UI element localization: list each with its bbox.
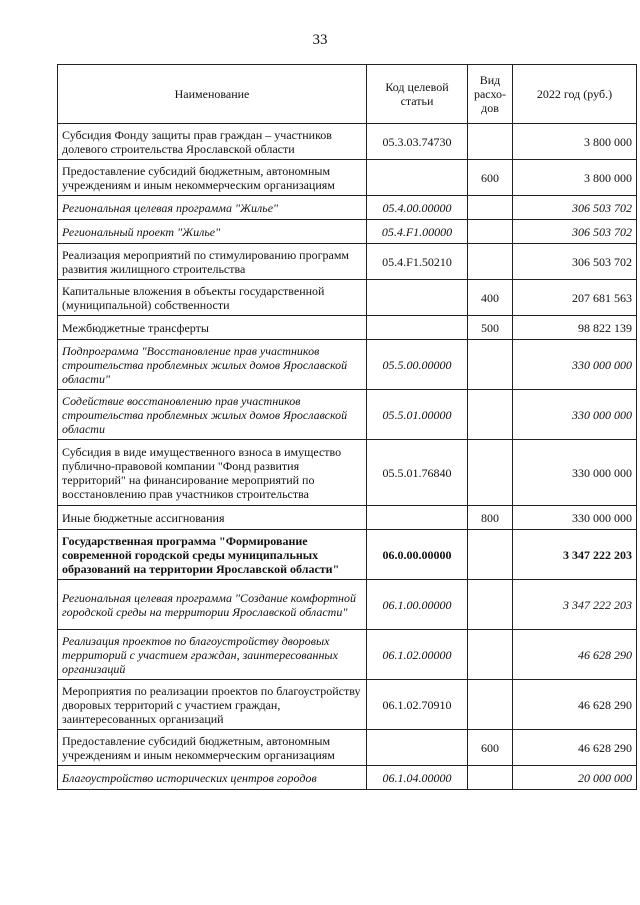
table-header-row	[58, 65, 637, 124]
row-amount-cell: 46 628 290	[513, 680, 637, 730]
header-name: Наименование	[58, 65, 367, 124]
row-name-cell: Межбюджетные трансферты	[58, 316, 367, 340]
row-amount-cell: 207 681 563	[513, 280, 637, 316]
row-amount-cell: 3 800 000	[513, 160, 637, 196]
table-row	[58, 680, 637, 730]
table-row	[58, 440, 637, 506]
table-row	[58, 530, 637, 580]
row-code-cell: 06.1.02.70910	[367, 680, 468, 730]
row-code-cell: 05.5.01.76840	[367, 440, 468, 506]
table-row	[58, 630, 637, 680]
header-expense-type: Вид расхо-дов	[468, 65, 513, 124]
table-row	[58, 730, 637, 766]
row-name-cell: Региональная целевая программа "Жилье"	[58, 196, 367, 220]
table-row	[58, 506, 637, 530]
table-row	[58, 340, 637, 390]
row-expense-type-cell: 600	[468, 160, 513, 196]
row-code-cell: 05.5.01.00000	[367, 390, 468, 440]
row-name-cell: Благоустройство исторических центров городов	[58, 766, 367, 790]
row-name-cell: Региональный проект "Жилье"	[58, 220, 367, 244]
row-code-cell: 06.1.00.00000	[367, 580, 468, 630]
row-code-cell: 06.1.02.00000	[367, 630, 468, 680]
row-expense-type-cell: 600	[468, 730, 513, 766]
row-amount-cell: 20 000 000	[513, 766, 637, 790]
row-name-cell: Субсидия в виде имущественного взноса в имущество публично-правовой компании "Фонд развития территорий" на финансирование мероприятий по восстановлению прав участников строительства	[58, 440, 367, 506]
row-code-cell: 06.1.04.00000	[367, 766, 468, 790]
table-row	[58, 196, 637, 220]
header-code: Код целевой статьи	[367, 65, 468, 124]
row-name-cell: Мероприятия по реализации проектов по благоустройству дворовых территорий с участием граждан, заинтересованных организаций	[58, 680, 367, 730]
row-expense-type-cell	[468, 580, 513, 630]
row-expense-type-cell	[468, 680, 513, 730]
row-expense-type-cell	[468, 220, 513, 244]
row-expense-type-cell	[468, 244, 513, 280]
row-code-cell	[367, 280, 468, 316]
row-expense-type-cell	[468, 530, 513, 580]
table-row	[58, 244, 637, 280]
row-amount-cell: 330 000 000	[513, 506, 637, 530]
row-code-cell: 05.5.00.00000	[367, 340, 468, 390]
row-name-cell: Подпрограмма "Восстановление прав участников строительства проблемных жилых домов Ярославской области"	[58, 340, 367, 390]
row-name-cell: Реализация проектов по благоустройству дворовых территорий с участием граждан, заинтересованных организаций	[58, 630, 367, 680]
row-amount-cell: 46 628 290	[513, 730, 637, 766]
row-amount-cell: 330 000 000	[513, 340, 637, 390]
row-expense-type-cell	[468, 124, 513, 160]
row-expense-type-cell	[468, 440, 513, 506]
row-expense-type-cell: 400	[468, 280, 513, 316]
row-amount-cell: 306 503 702	[513, 220, 637, 244]
row-expense-type-cell: 500	[468, 316, 513, 340]
row-name-cell: Региональная целевая программа "Создание комфортной городской среды на территории Ярославской области"	[58, 580, 367, 630]
row-code-cell	[367, 316, 468, 340]
table-row	[58, 220, 637, 244]
row-expense-type-cell	[468, 630, 513, 680]
row-name-cell: Предоставление субсидий бюджетным, автономным учреждениям и иным некоммерческим организациям	[58, 730, 367, 766]
row-expense-type-cell	[468, 196, 513, 220]
table-row	[58, 160, 637, 196]
table-row	[58, 280, 637, 316]
row-name-cell: Субсидия Фонду защиты прав граждан – участников долевого строительства Ярославской области	[58, 124, 367, 160]
header-amount-2022: 2022 год (руб.)	[513, 65, 637, 124]
row-expense-type-cell	[468, 390, 513, 440]
row-expense-type-cell	[468, 766, 513, 790]
row-amount-cell: 3 800 000	[513, 124, 637, 160]
row-amount-cell: 306 503 702	[513, 196, 637, 220]
row-code-cell	[367, 506, 468, 530]
table-row	[58, 580, 637, 630]
row-name-cell: Капитальные вложения в объекты государственной (муниципальной) собственности	[58, 280, 367, 316]
row-code-cell: 05.4.F1.00000	[367, 220, 468, 244]
budget-table	[57, 64, 637, 790]
table-row	[58, 390, 637, 440]
table-row	[58, 316, 637, 340]
row-amount-cell: 98 822 139	[513, 316, 637, 340]
row-code-cell	[367, 160, 468, 196]
row-expense-type-cell: 800	[468, 506, 513, 530]
row-name-cell: Реализация мероприятий по стимулированию программ развития жилищного строительства	[58, 244, 367, 280]
row-code-cell: 05.4.F1.50210	[367, 244, 468, 280]
row-amount-cell: 3 347 222 203	[513, 530, 637, 580]
table-row	[58, 124, 637, 160]
row-amount-cell: 330 000 000	[513, 440, 637, 506]
table-row	[58, 766, 637, 790]
row-name-cell: Иные бюджетные ассигнования	[58, 506, 367, 530]
row-name-cell: Содействие восстановлению прав участников строительства проблемных жилых домов Ярославской области	[58, 390, 367, 440]
row-amount-cell: 330 000 000	[513, 390, 637, 440]
table-body	[58, 124, 637, 790]
row-amount-cell: 46 628 290	[513, 630, 637, 680]
row-name-cell: Государственная программа "Формирование современной городской среды муниципальных образований на территории Ярославской области"	[58, 530, 367, 580]
row-code-cell: 05.3.03.74730	[367, 124, 468, 160]
page-number: 33	[312, 32, 328, 48]
row-code-cell	[367, 730, 468, 766]
row-name-cell: Предоставление субсидий бюджетным, автономным учреждениям и иным некоммерческим организациям	[58, 160, 367, 196]
row-expense-type-cell	[468, 340, 513, 390]
row-amount-cell: 306 503 702	[513, 244, 637, 280]
row-code-cell: 06.0.00.00000	[367, 530, 468, 580]
row-code-cell: 05.4.00.00000	[367, 196, 468, 220]
row-amount-cell: 3 347 222 203	[513, 580, 637, 630]
